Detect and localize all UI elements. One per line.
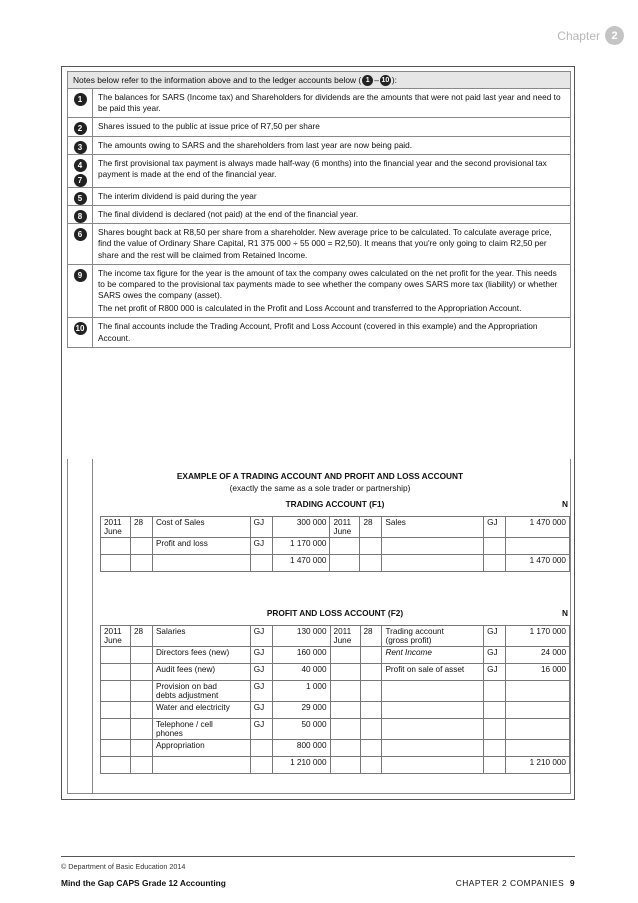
- note-text: [93, 89, 570, 117]
- note-paragraph: The income tax figure for the year is the amount of tax the company owes calculated on the net profit for the year. This needs to be compared to the provisional tax payments made to see whether the company owes SARS more tax (liability) or whether SARS owes the company (asset).: [98, 267, 558, 301]
- ledger-row: [101, 740, 570, 757]
- ledger-cell: Salaries: [152, 626, 250, 647]
- ledger-cell: [130, 664, 152, 681]
- chapter-number-badge: 2: [605, 26, 624, 45]
- pl-account-name: PROFIT AND LOSS ACCOUNT (F2): [266, 608, 404, 618]
- ledger-row: [101, 719, 570, 740]
- note-text: [93, 206, 570, 223]
- notes-header: [67, 71, 571, 89]
- ledger-row: [101, 702, 570, 719]
- ledger-cell: 29 000: [272, 702, 330, 719]
- note-number-badge: 5: [74, 192, 87, 205]
- ledger-cell: [330, 681, 360, 702]
- ledger-cell: [382, 740, 484, 757]
- ledger-cell: Profit on sale of asset: [382, 664, 484, 681]
- ledger-cell: 2011 June: [101, 626, 131, 647]
- ledger-cell: 50 000: [272, 719, 330, 740]
- ledger-cell: [330, 664, 360, 681]
- ledger-cell: [360, 757, 382, 774]
- ledger-cell: [360, 664, 382, 681]
- ledger-cell: [101, 555, 131, 572]
- note-text: [93, 155, 570, 187]
- note-badge-cell: [68, 265, 93, 318]
- ledger-cell: [382, 702, 484, 719]
- note-badge-cell: [68, 137, 93, 154]
- ledger-cell: [382, 757, 484, 774]
- note-badge-cell: [68, 188, 93, 205]
- ledger-cell: 28: [130, 626, 152, 647]
- badge-column: [68, 459, 93, 793]
- ledger-cell: GJ: [250, 664, 272, 681]
- ledger-cell: 28: [360, 626, 382, 647]
- ledger-cell: GJ: [484, 664, 506, 681]
- ledger-cell: [484, 719, 506, 740]
- trading-account-table: [100, 516, 570, 572]
- range-start-badge: 1: [362, 75, 373, 86]
- ledger-cell: [250, 555, 272, 572]
- content-frame: [61, 66, 575, 800]
- ledger-cell: [101, 664, 131, 681]
- ledger-cell: Rent Income: [382, 647, 484, 664]
- ledger-cell: [250, 757, 272, 774]
- footer-book-title: Mind the Gap CAPS Grade 12 Accounting: [61, 878, 226, 888]
- ledger-cell: [101, 647, 131, 664]
- note-row: [67, 318, 571, 347]
- ledger-cell: 1 170 000: [272, 538, 330, 555]
- ledger-cell: [130, 555, 152, 572]
- note-number-badge: 4: [74, 159, 87, 172]
- note-badge-cell: [68, 118, 93, 135]
- note-paragraph: Shares issued to the public at issue price of R7,50 per share: [98, 121, 320, 132]
- ledger-cell: 1 470 000: [272, 555, 330, 572]
- note-paragraph: The amounts owing to SARS and the shareholders from last year are now being paid.: [98, 139, 413, 150]
- note-row: [67, 118, 571, 136]
- ledger-cell: [250, 740, 272, 757]
- ledger-cell: [130, 538, 152, 555]
- ledger-cell: GJ: [484, 517, 506, 538]
- ledger-cell: [360, 555, 382, 572]
- note-row: [67, 206, 571, 224]
- ledger-cell: [382, 538, 484, 555]
- pl-account-folio: N: [562, 608, 568, 618]
- ledger-cell: [130, 647, 152, 664]
- ledger-row: [101, 626, 570, 647]
- ledger-cell: 1 470 000: [506, 517, 570, 538]
- ledger-cell: 1 210 000: [272, 757, 330, 774]
- ledger-cell: [330, 740, 360, 757]
- ledger-cell: Water and electricity: [152, 702, 250, 719]
- note-badge-cell: [68, 224, 93, 264]
- note-row: [67, 137, 571, 155]
- ledger-cell: GJ: [250, 538, 272, 555]
- ledger-cell: [484, 740, 506, 757]
- footer-copyright: © Department of Basic Education 2014: [61, 862, 186, 871]
- ledger-cell: 1 470 000: [506, 555, 570, 572]
- note-text: [93, 224, 570, 264]
- ledger-cell: Audit fees (new): [152, 664, 250, 681]
- ledger-cell: Telephone / cell phones: [152, 719, 250, 740]
- note-number-badge: 3: [74, 141, 87, 154]
- page-number: 9: [569, 878, 575, 888]
- ledger-cell: [484, 538, 506, 555]
- ledger-cell: [360, 647, 382, 664]
- ledger-cell: [382, 681, 484, 702]
- chapter-tag: [557, 26, 624, 45]
- ledger-cell: [330, 702, 360, 719]
- notes-header-close: ):: [391, 75, 397, 85]
- ledger-cell: [130, 702, 152, 719]
- note-badge-cell: [68, 318, 93, 346]
- note-badge-cell: [68, 89, 93, 117]
- range-separator: –: [374, 75, 379, 85]
- ledger-cell: [152, 757, 250, 774]
- note-row: [67, 265, 571, 319]
- ledger-cell: [360, 740, 382, 757]
- ledger-cell: [101, 719, 131, 740]
- note-number-badge: 9: [74, 269, 87, 282]
- ledger-cell: GJ: [250, 517, 272, 538]
- ledger-cell: 300 000: [272, 517, 330, 538]
- note-text: [93, 265, 570, 318]
- ledger-cell: [130, 740, 152, 757]
- ledger-cell: 24 000: [506, 647, 570, 664]
- ledger-cell: [484, 681, 506, 702]
- note-text: [93, 118, 570, 135]
- ledger-cell: GJ: [484, 626, 506, 647]
- example-title: EXAMPLE OF A TRADING ACCOUNT AND PROFIT AND LOSS ACCOUNT: [176, 471, 464, 481]
- ledger-cell: [506, 719, 570, 740]
- ledger-cell: 28: [360, 517, 382, 538]
- ledger-row: [101, 681, 570, 702]
- ledger-cell: Cost of Sales: [152, 517, 250, 538]
- ledger-row: [101, 555, 570, 572]
- example-subtitle: (exactly the same as a sole trader or partnership): [229, 483, 411, 493]
- note-badge-cell: [68, 206, 93, 223]
- note-row: [67, 89, 571, 118]
- footer-chapter: CHAPTER 2 COMPANIES: [455, 878, 565, 888]
- ledger-cell: 2011 June: [101, 517, 131, 538]
- note-number-badge: 6: [74, 228, 87, 241]
- ledger-cell: [101, 757, 131, 774]
- ledger-row: [101, 757, 570, 774]
- ledger-cell: [101, 538, 131, 555]
- ledger-cell: [360, 681, 382, 702]
- ledger-cell: [152, 555, 250, 572]
- ledger-cell: 16 000: [506, 664, 570, 681]
- note-row: [67, 224, 571, 265]
- ledger-cell: [330, 719, 360, 740]
- ledger-row: [101, 517, 570, 538]
- note-text: [93, 137, 570, 154]
- ledger-cell: [484, 757, 506, 774]
- ledger-cell: [101, 740, 131, 757]
- ledger-cell: GJ: [250, 681, 272, 702]
- ledger-cell: [130, 681, 152, 702]
- notes-list: [67, 89, 571, 348]
- ledger-cell: [330, 647, 360, 664]
- note-paragraph: The first provisional tax payment is always made half-way (6 months) into the financial year and the second provisional tax payment is made at the end of the financial year.: [98, 157, 547, 179]
- ledger-cell: GJ: [250, 647, 272, 664]
- footer-rule: [61, 856, 575, 857]
- pl-account-table: [100, 625, 570, 774]
- ledger-cell: [360, 719, 382, 740]
- ledger-cell: [130, 757, 152, 774]
- ledger-cell: GJ: [484, 647, 506, 664]
- ledger-cell: [506, 681, 570, 702]
- ledger-cell: [382, 719, 484, 740]
- ledger-cell: GJ: [250, 626, 272, 647]
- ledger-cell: 40 000: [272, 664, 330, 681]
- ledger-cell: [506, 538, 570, 555]
- note-paragraph: Shares bought back at R8,50 per share from a shareholder. New average price to be calculated. To calculate average price, find the value of Ordinary Share Capital, R1 375 000 ÷ 55 000 = R2,50). It means that you're only going to claim R2,50 per share and the rest will be claimed from Retained Income.: [98, 227, 552, 260]
- ledger-cell: 130 000: [272, 626, 330, 647]
- range-end-badge: 10: [381, 76, 390, 84]
- note-paragraph: The final accounts include the Trading Account, Profit and Loss Account (covered in this example) and the Appropriation Account.: [98, 321, 538, 343]
- ledger-cell: [484, 555, 506, 572]
- ledger-cell: Trading account (gross profit): [382, 626, 484, 647]
- ledger-cell: [506, 702, 570, 719]
- ledger-cell: 1 000: [272, 681, 330, 702]
- example-section: [67, 459, 571, 794]
- ledger-cell: [382, 555, 484, 572]
- ledger-cell: Directors fees (new): [152, 647, 250, 664]
- ledger-cell: 28: [130, 517, 152, 538]
- note-paragraph: The net profit of R800 000 is calculated in the Profit and Loss Account and transferred to the Appropriation Account.: [98, 303, 522, 314]
- ledger-cell: Sales: [382, 517, 484, 538]
- footer-page-info: [456, 878, 575, 888]
- ledger-row: [101, 664, 570, 681]
- note-paragraph: The interim dividend is paid during the year: [98, 190, 257, 201]
- ledger-cell: 1 210 000: [506, 757, 570, 774]
- note-paragraph: The final dividend is declared (not paid) at the end of the financial year.: [98, 208, 359, 219]
- ledger-cell: GJ: [250, 719, 272, 740]
- ledger-cell: [330, 757, 360, 774]
- chapter-label: Chapter: [557, 28, 600, 43]
- trading-account-name: TRADING ACCOUNT (F1): [285, 499, 385, 509]
- notes-header-text: Notes below refer to the information above and to the ledger accounts below (: [73, 75, 362, 85]
- ledger-cell: Appropriation: [152, 740, 250, 757]
- note-number-badge: 10: [74, 322, 87, 335]
- ledger-row: [101, 538, 570, 555]
- ledger-cell: Profit and loss: [152, 538, 250, 555]
- note-text: [93, 188, 570, 205]
- ledger-cell: [330, 538, 360, 555]
- trading-account-folio: N: [562, 499, 568, 509]
- note-text: [93, 318, 570, 346]
- ledger-cell: [101, 702, 131, 719]
- ledger-cell: 160 000: [272, 647, 330, 664]
- ledger-cell: 2011 June: [330, 517, 360, 538]
- ledger-cell: [360, 702, 382, 719]
- ledger-cell: [484, 702, 506, 719]
- ledger-cell: 1 170 000: [506, 626, 570, 647]
- ledger-cell: Provision on bad debts adjustment: [152, 681, 250, 702]
- ledger-cell: [330, 555, 360, 572]
- ledger-cell: 2011 June: [330, 626, 360, 647]
- ledger-cell: [130, 719, 152, 740]
- ledger-cell: [360, 538, 382, 555]
- note-row: [67, 188, 571, 206]
- ledger-cell: [101, 681, 131, 702]
- note-row: [67, 155, 571, 188]
- note-paragraph: The balances for SARS (Income tax) and Shareholders for dividends are the amounts that were not paid last year and need to be paid this year.: [98, 92, 561, 114]
- note-badge-cell: [68, 155, 93, 187]
- note-number-badge: 2: [74, 122, 87, 135]
- note-number-badge: 1: [74, 93, 87, 106]
- ledger-row: [101, 647, 570, 664]
- note-number-badge: 8: [74, 210, 87, 223]
- note-number-badge: 7: [74, 174, 87, 187]
- ledger-cell: GJ: [250, 702, 272, 719]
- ledger-cell: 800 000: [272, 740, 330, 757]
- ledger-cell: [506, 740, 570, 757]
